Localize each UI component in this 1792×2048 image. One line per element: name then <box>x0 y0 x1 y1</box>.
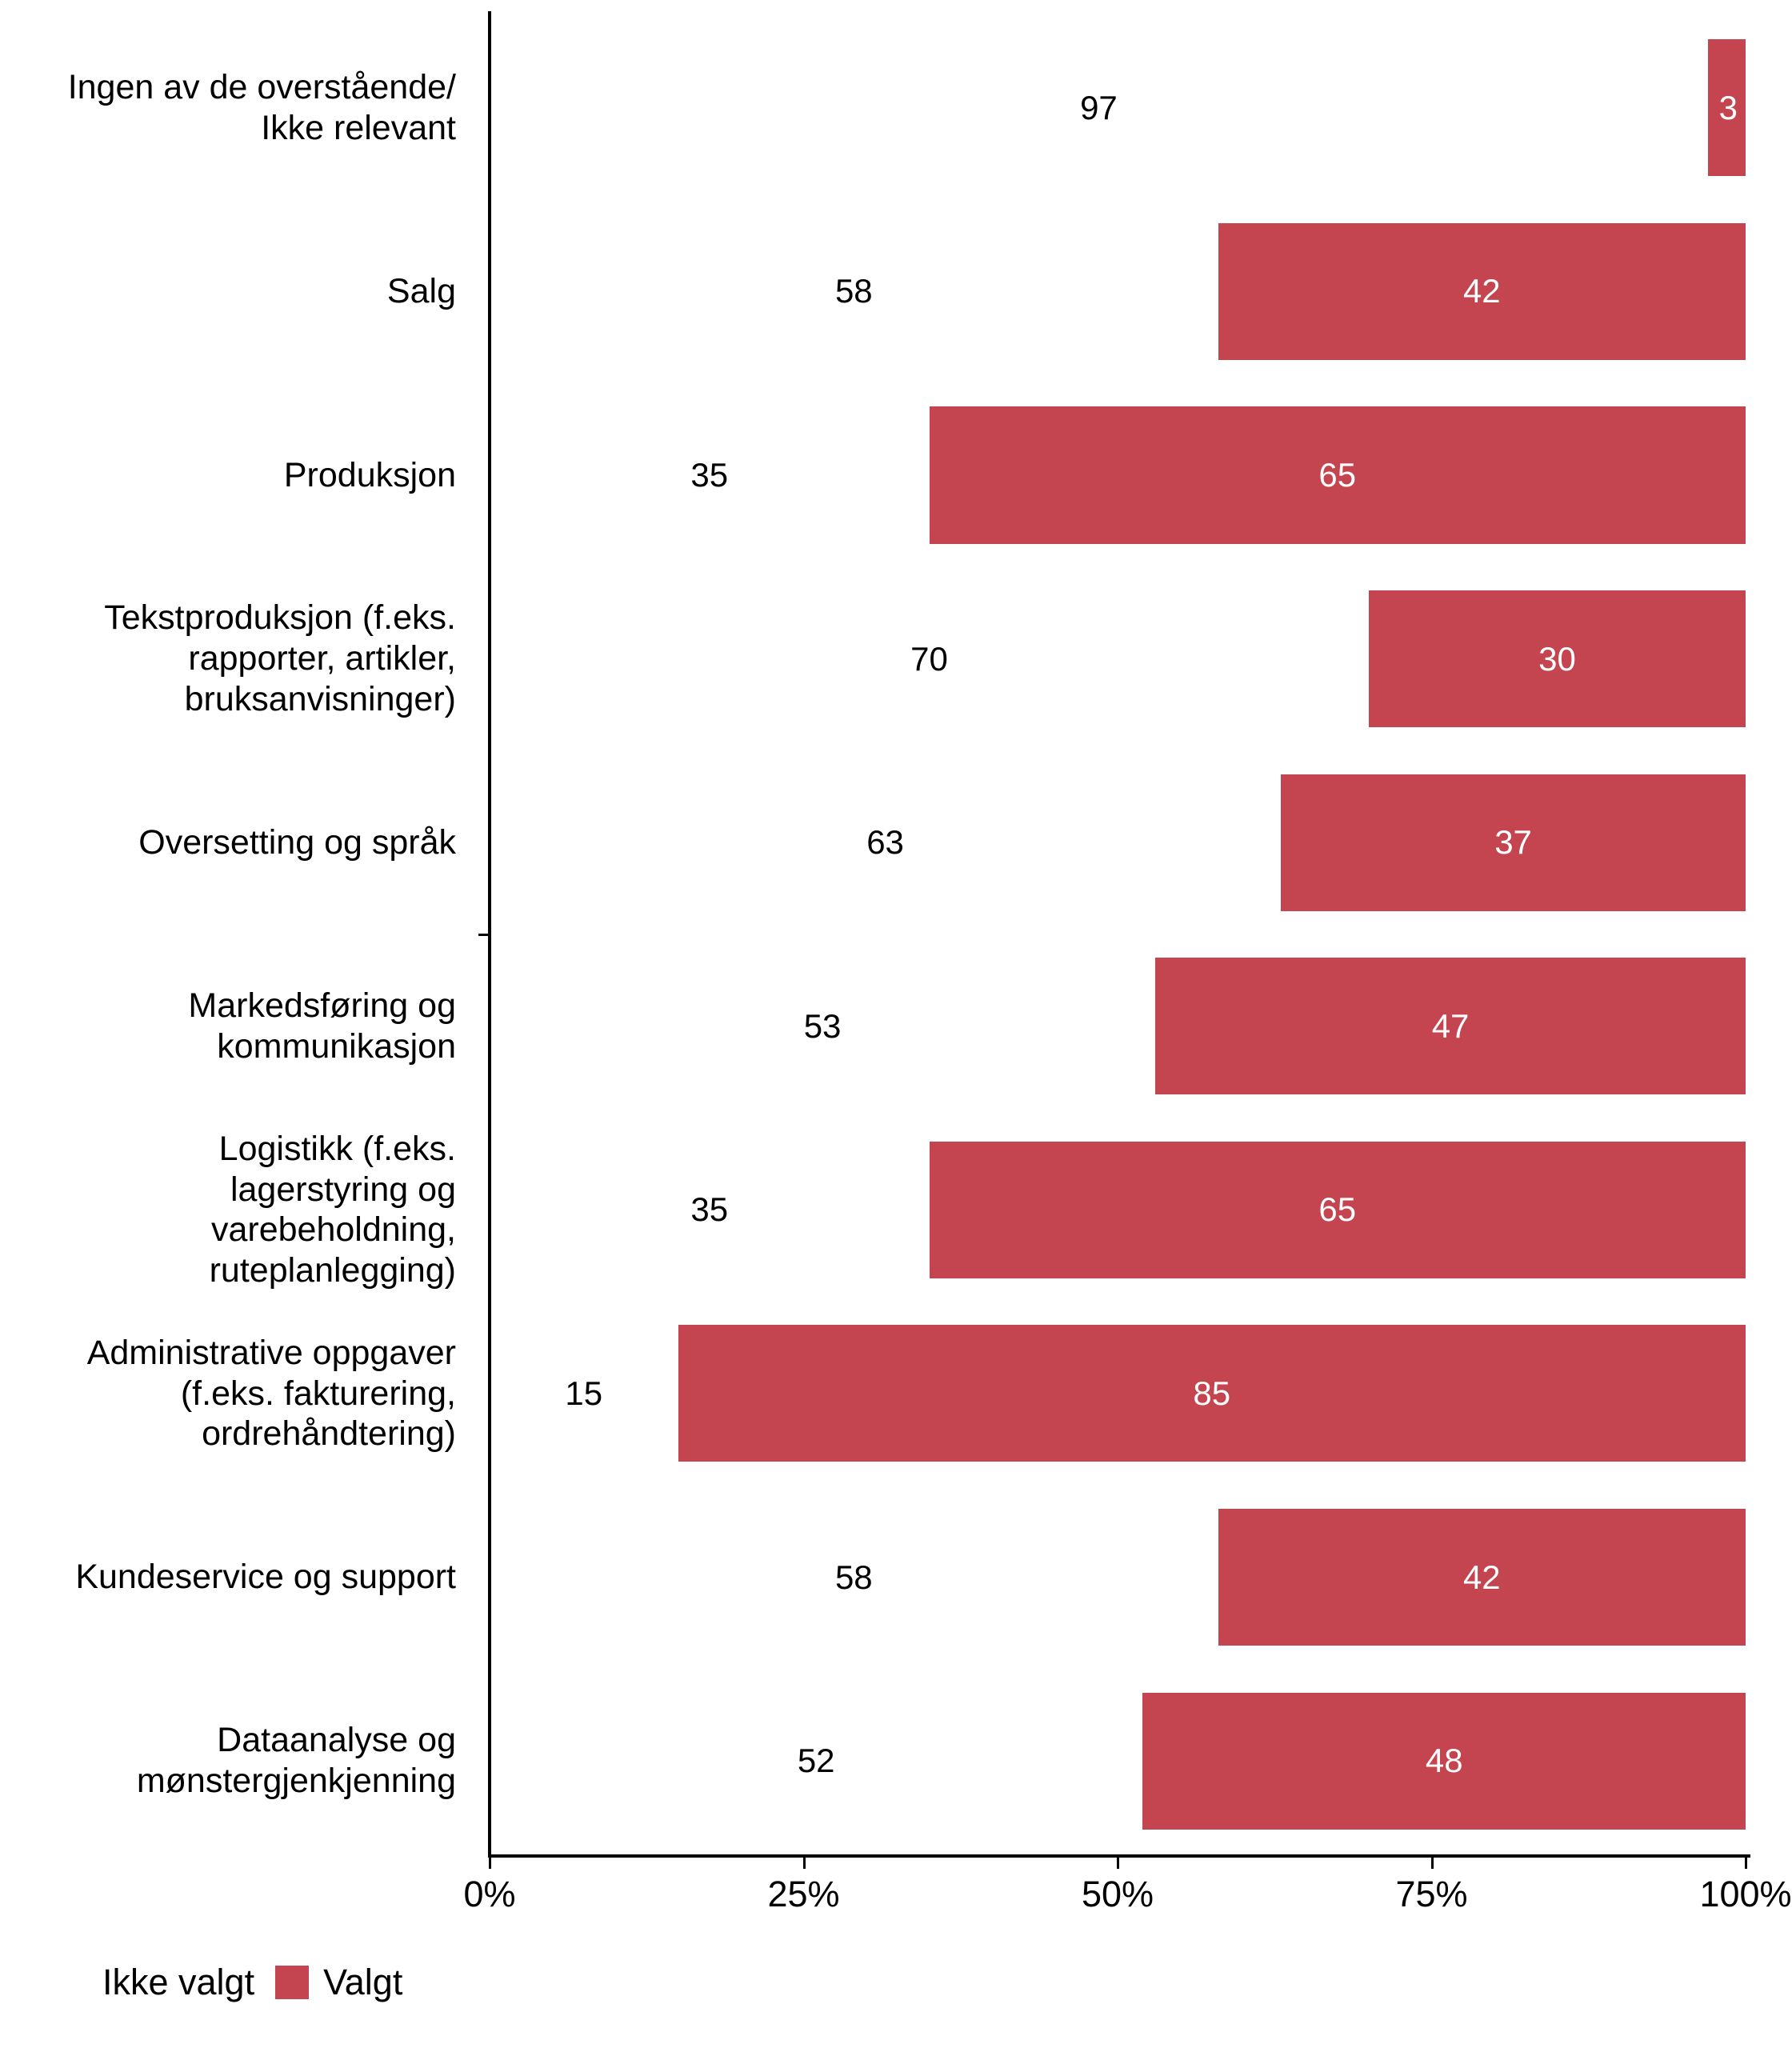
bar-valgt[interactable] <box>1218 223 1746 360</box>
bar-value-ikke-valgt: 58 <box>834 272 873 310</box>
y-axis-label: Oversetting og språk <box>138 822 456 862</box>
bar-valgt[interactable] <box>1369 590 1746 727</box>
bar-value-valgt: 30 <box>1538 639 1576 678</box>
bar-value-ikke-valgt: 52 <box>797 1742 835 1780</box>
y-axis-label: Salg <box>386 272 456 311</box>
bar-value-valgt: 42 <box>1462 272 1501 310</box>
y-axis-tick-6 <box>0 1118 474 1302</box>
table-row <box>490 1302 1746 1486</box>
y-axis-tick-0 <box>0 16 474 200</box>
bar-value-ikke-valgt: 58 <box>834 1558 873 1596</box>
bar-track <box>490 750 1746 934</box>
legend-label: Valgt <box>323 1962 403 2002</box>
y-axis-tick-3 <box>0 567 474 751</box>
y-axis-label: Kundeservice og support <box>75 1558 456 1597</box>
bar-valgt[interactable] <box>930 1142 1746 1278</box>
bar-valgt[interactable] <box>1218 1509 1746 1646</box>
bar-track <box>490 1486 1746 1670</box>
bar-track <box>490 567 1746 751</box>
bar-value-ikke-valgt: 35 <box>690 1190 729 1229</box>
table-row <box>490 934 1746 1118</box>
legend-item-ikke-valgt[interactable] <box>102 1962 254 2003</box>
y-axis-label: Markedsføring og kommunikasjon <box>188 986 456 1066</box>
bar-valgt[interactable] <box>1708 39 1746 176</box>
y-axis-tick-9 <box>0 1669 474 1853</box>
legend-swatch <box>275 1966 309 1999</box>
x-tick-mark <box>489 1858 491 1869</box>
bar-value-valgt: 48 <box>1425 1742 1463 1780</box>
y-axis-tick-5 <box>0 934 474 1118</box>
table-row <box>490 16 1746 200</box>
legend <box>102 1962 402 2003</box>
bar-value-ikke-valgt: 63 <box>866 823 904 862</box>
bar-value-ikke-valgt: 97 <box>1080 88 1118 126</box>
y-axis-label: Dataanalyse og mønstergjenkjenning <box>136 1721 456 1801</box>
bar-valgt[interactable] <box>930 406 1746 543</box>
table-row <box>490 750 1746 934</box>
bar-track <box>490 383 1746 567</box>
bar-valgt[interactable] <box>1142 1693 1746 1830</box>
x-axis-ticks <box>0 1858 1792 1914</box>
x-axis-label: 0% <box>463 1874 516 1914</box>
bar-value-valgt: 3 <box>1718 88 1738 126</box>
x-axis-label: 75% <box>1395 1874 1468 1914</box>
x-tick-mark <box>1745 1858 1747 1869</box>
table-row <box>490 567 1746 751</box>
table-row <box>490 1118 1746 1302</box>
bar-value-valgt: 37 <box>1494 823 1532 862</box>
bar-value-valgt: 65 <box>1318 455 1357 494</box>
table-row <box>490 200 1746 384</box>
bar-valgt[interactable] <box>678 1325 1746 1462</box>
x-axis-label: 50% <box>1081 1874 1154 1914</box>
bar-value-valgt: 47 <box>1431 1006 1470 1045</box>
y-axis-label: Produksjon <box>283 455 456 494</box>
y-axis-tick-4 <box>0 750 474 934</box>
bar-track <box>490 1302 1746 1486</box>
bar-value-valgt: 85 <box>1193 1374 1231 1412</box>
bar-track <box>490 1669 1746 1853</box>
y-axis-label: Administrative oppgaver (f.eks. fakturering, ordrehåndtering) <box>86 1333 456 1454</box>
bar-value-ikke-valgt: 35 <box>690 455 729 494</box>
x-tick-mark <box>1117 1858 1119 1869</box>
x-tick-mark <box>1431 1858 1434 1869</box>
bar-track <box>490 934 1746 1118</box>
bar-valgt[interactable] <box>1155 958 1746 1094</box>
bar-track <box>490 16 1746 200</box>
legend-label: Ikke valgt <box>102 1962 255 2002</box>
y-axis-label: Logistikk (f.eks. lagerstyring og varebeholdning, ruteplanlegging) <box>209 1129 456 1290</box>
bar-track <box>490 200 1746 384</box>
bar-value-ikke-valgt: 15 <box>565 1374 603 1412</box>
bar-value-valgt: 42 <box>1462 1558 1501 1596</box>
y-axis-tick-1 <box>0 200 474 384</box>
bar-value-valgt: 65 <box>1318 1190 1357 1229</box>
bar-track <box>490 1118 1746 1302</box>
table-row <box>490 1669 1746 1853</box>
legend-item-valgt[interactable] <box>275 1962 402 2003</box>
bar-value-ikke-valgt: 70 <box>910 639 948 678</box>
bars-container <box>490 16 1746 1853</box>
bar-value-ikke-valgt: 53 <box>803 1006 842 1045</box>
x-axis-label: 25% <box>767 1874 840 1914</box>
x-tick-mark <box>803 1858 806 1869</box>
y-axis-tick-2 <box>0 383 474 567</box>
bar-valgt[interactable] <box>1281 774 1746 911</box>
y-tick-mark <box>478 934 488 936</box>
y-axis-tick-7 <box>0 1302 474 1486</box>
table-row <box>490 383 1746 567</box>
x-axis-label: 100% <box>1699 1874 1792 1914</box>
y-axis-label: Ingen av de overstående/ Ikke relevant <box>67 68 456 147</box>
y-axis-tick-8 <box>0 1486 474 1670</box>
y-axis-labels <box>0 16 474 1853</box>
table-row <box>490 1486 1746 1670</box>
y-axis-label: Tekstproduksjon (f.eks. rapporter, artikler, bruksanvisninger) <box>104 598 456 718</box>
